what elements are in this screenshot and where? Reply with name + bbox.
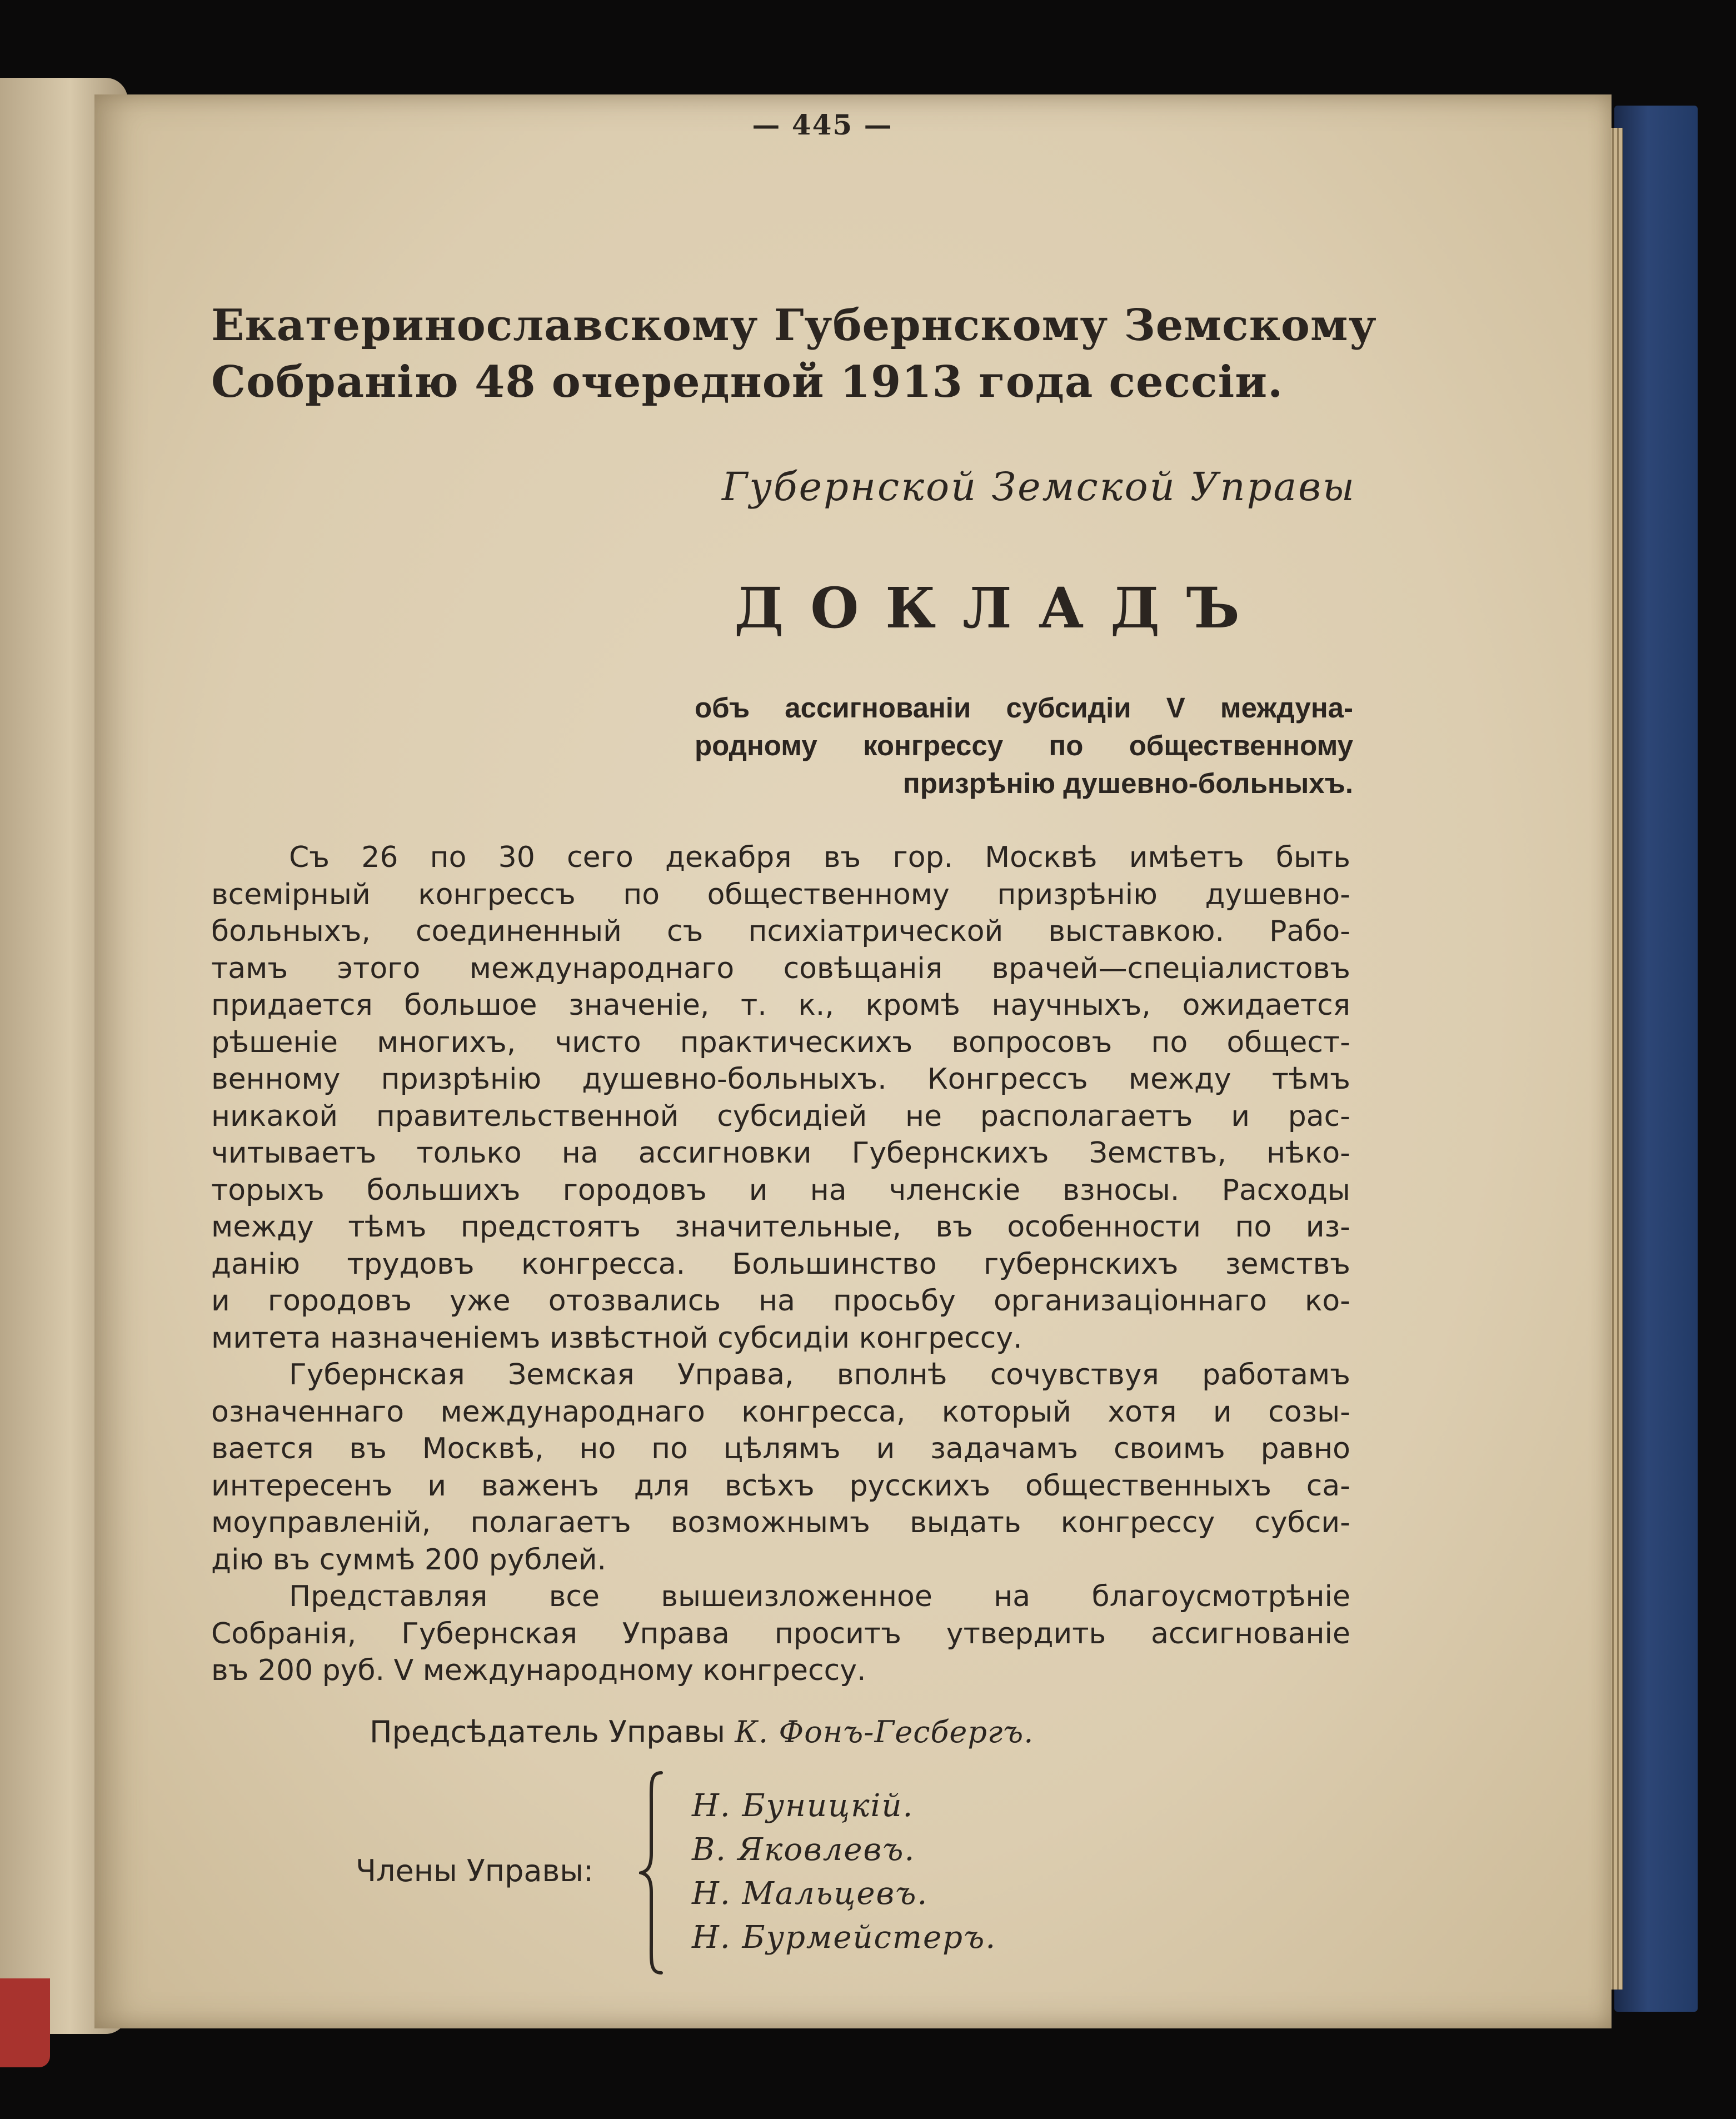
body-line: читываетъ только на ассигновки Губернскихъ Земствъ, нѣко- (211, 1136, 1350, 1170)
member-name: Н. Бурмейстеръ. (692, 1919, 997, 1956)
member-name: Н. Буницкій. (692, 1788, 914, 1824)
body-text (211, 839, 1350, 1689)
members-label: Члены Управы: (356, 1853, 594, 1888)
body-line: между тѣмъ предстоятъ значительные, въ особенности по из- (211, 1210, 1350, 1244)
body-line: интересенъ и важенъ для всѣхъ русскихъ общественныхъ са- (211, 1469, 1350, 1503)
document-subject (695, 689, 1353, 802)
body-line: данію трудовъ конгресса. Большинство губернскихъ земствъ (211, 1247, 1350, 1281)
curly-brace-icon (639, 1770, 667, 1976)
member-name: Н. Мальцевъ. (692, 1876, 929, 1912)
body-line: тамъ этого международнаго совѣщанія врачей—спеціалистовъ (211, 951, 1350, 985)
body-line: придается большое значеніе, т. к., кромѣ научныхъ, ожидается (211, 989, 1350, 1022)
body-line: торыхъ большихъ городовъ и на членскіе взносы. Расходы (211, 1173, 1350, 1207)
subject-line: объ ассигнованіи субсидіи V междуна- (695, 692, 1353, 724)
body-line: никакой правительственной субсидіей не располагаетъ и рас- (211, 1099, 1350, 1133)
member-name: В. Яковлевъ. (692, 1832, 916, 1868)
body-line: больныхъ, соединенный съ психіатрической выставкою. Рабо- (211, 915, 1350, 948)
body-line: Собранія, Губернская Управа проситъ утвердить ассигнованіе (211, 1617, 1350, 1651)
body-line: венному призрѣнію душевно-больныхъ. Конгрессъ между тѣмъ (211, 1063, 1350, 1096)
board-members-list (692, 1784, 996, 1960)
chairman-label: Предсѣдатель Управы (370, 1714, 726, 1749)
body-line: дію въ суммѣ 200 рублей. (211, 1543, 607, 1577)
body-line: моуправленій, полагаетъ возможнымъ выдать конгрессу субси- (211, 1506, 1350, 1539)
subject-line: призрѣнію душевно-больныхъ. (902, 767, 1353, 799)
body-line: означеннаго международнаго конгресса, который хотя и созы- (211, 1395, 1350, 1429)
body-line: вается въ Москвѣ, но по цѣлямъ и задачамъ своимъ равно (211, 1432, 1350, 1465)
body-line: Губернская Земская Управа, вполнѣ сочувствуя работамъ (289, 1358, 1350, 1392)
subject-line: родному конгрессу по общественному (695, 730, 1353, 761)
body-line: и городовъ уже отозвались на просьбу организаціоннаго ко- (211, 1284, 1350, 1318)
document-title: ДОКЛАДЪ (734, 575, 1266, 641)
binding-ribbon (0, 1978, 50, 2067)
document-heading (211, 297, 1377, 411)
issuing-authority: Губернской Земской Управы (721, 464, 1356, 510)
body-line: митета назначеніемъ извѣстной субсидіи конгрессу. (211, 1321, 1022, 1355)
body-line: всемірный конгрессъ по общественному призрѣнію душевно- (211, 877, 1350, 911)
book-cover-right (1614, 106, 1698, 2012)
heading-line-1: Екатеринославскому Губернскому Земскому (211, 300, 1377, 351)
body-line: Представляя все вышеизложенное на благоусмотрѣніе (289, 1580, 1350, 1613)
page-number: — 445 — (752, 108, 893, 141)
chairman-signature-line (370, 1714, 1034, 1749)
body-line: рѣшеніе многихъ, чисто практическихъ вопросовъ по общест- (211, 1025, 1350, 1059)
heading-line-2: Собранію 48 очередной 1913 года сессіи. (211, 357, 1284, 407)
chairman-name: К. Фонъ-Гесбергъ. (735, 1714, 1034, 1749)
body-line: въ 200 руб. V международному конгрессу. (211, 1654, 866, 1687)
body-line: Съ 26 по 30 сего декабря въ гор. Москвѣ имѣетъ быть (289, 841, 1350, 874)
